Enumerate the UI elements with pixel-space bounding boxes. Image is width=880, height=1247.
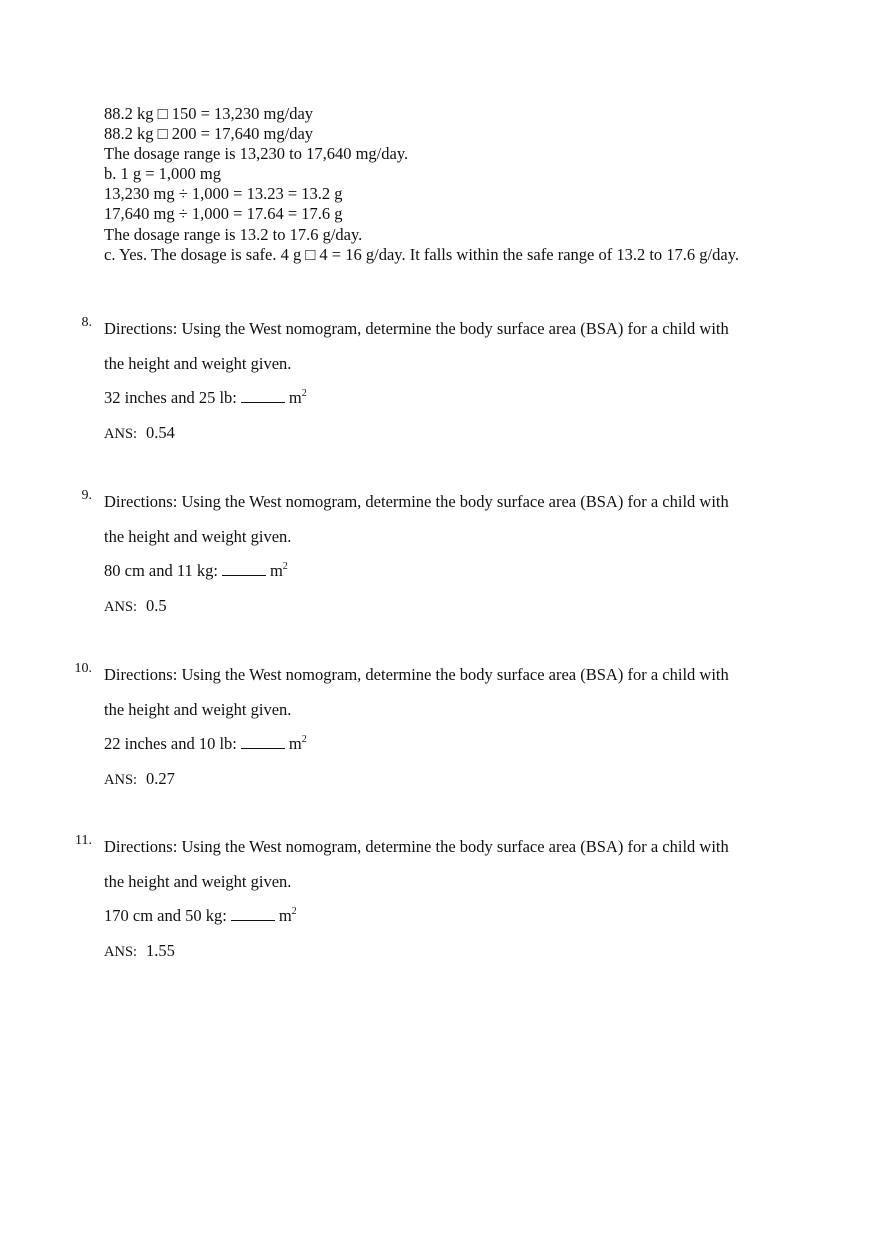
answer-blank <box>222 574 266 576</box>
answer-row <box>104 762 824 798</box>
question-number: 8. <box>81 315 92 330</box>
prompt-text: 80 cm and 11 kg: <box>104 561 218 580</box>
unit-label: $m^2$ <box>269 561 288 580</box>
question-directions-cont: the height and weight given. <box>104 699 292 719</box>
answer-line: 88.2 kg □ 150 = 13,230 mg/day <box>104 104 314 123</box>
question-directions: Directions: Using the West nomogram, determine the body surface area (BSA) for a child with <box>104 319 729 338</box>
ans-label: ANS: <box>104 771 138 788</box>
answer-line: The dosage range is 13.2 to 17.6 g/day. <box>104 224 363 244</box>
question-directions: Directions: Using the West nomogram, determine the body surface area (BSA) for a child with <box>104 837 729 856</box>
question-prompt <box>104 554 824 589</box>
question-number: 10. <box>74 661 92 676</box>
question-body <box>104 312 824 451</box>
previous-answer-block <box>104 104 804 265</box>
prompt-text: 22 inches and 10 lb: <box>104 734 237 753</box>
question-body <box>104 658 824 797</box>
answer-line: 88.2 kg □ 200 = 17,640 mg/day <box>104 124 314 144</box>
ans-label: ANS: <box>104 598 138 615</box>
question-number: 9. <box>81 488 92 503</box>
answer-blank <box>241 747 285 749</box>
unit-label: $m^2$ <box>288 734 307 753</box>
question-directions: Directions: Using the West nomogram, determine the body surface area (BSA) for a child with <box>104 492 729 511</box>
question-body <box>104 830 824 969</box>
ans-value: 0.27 <box>146 768 175 788</box>
prompt-text: 32 inches and 25 lb: <box>104 388 237 407</box>
unit-label: $m^2$ <box>278 906 297 925</box>
answer-line: b. 1 g = 1,000 mg <box>104 164 222 184</box>
answer-line: c. Yes. The dosage is safe. 4 g □ 4 = 16 g/day. It falls within the safe range of 13.2 to 17.6 g/day. <box>104 244 740 264</box>
ans-value: 0.5 <box>146 595 167 615</box>
question-prompt <box>104 727 824 762</box>
question-number: 11. <box>75 833 92 848</box>
question-directions-cont: the height and weight given. <box>104 353 292 373</box>
prompt-text: 170 cm and 50 kg: <box>104 906 227 925</box>
unit-label: $m^2$ <box>288 388 307 407</box>
question-prompt <box>104 381 824 416</box>
answer-line: 13,230 mg ÷ 1,000 = 13.23 = 13.2 g <box>104 184 343 204</box>
ans-label: ANS: <box>104 425 138 442</box>
answer-blank <box>231 919 275 921</box>
answer-row <box>104 589 824 625</box>
question-directions-cont: the height and weight given. <box>104 871 292 891</box>
question-directions-cont: the height and weight given. <box>104 526 292 546</box>
answer-line: The dosage range is 13,230 to 17,640 mg/day. <box>104 144 409 164</box>
answer-row <box>104 416 824 452</box>
ans-value: 1.55 <box>146 940 175 960</box>
question-directions: Directions: Using the West nomogram, determine the body surface area (BSA) for a child with <box>104 665 729 684</box>
answer-row <box>104 934 824 970</box>
question-prompt <box>104 899 824 934</box>
question-body <box>104 485 824 624</box>
ans-label: ANS: <box>104 943 138 960</box>
ans-value: 0.54 <box>146 422 175 442</box>
answer-line: 17,640 mg ÷ 1,000 = 17.64 = 17.6 g <box>104 204 343 224</box>
answer-blank <box>241 401 285 403</box>
